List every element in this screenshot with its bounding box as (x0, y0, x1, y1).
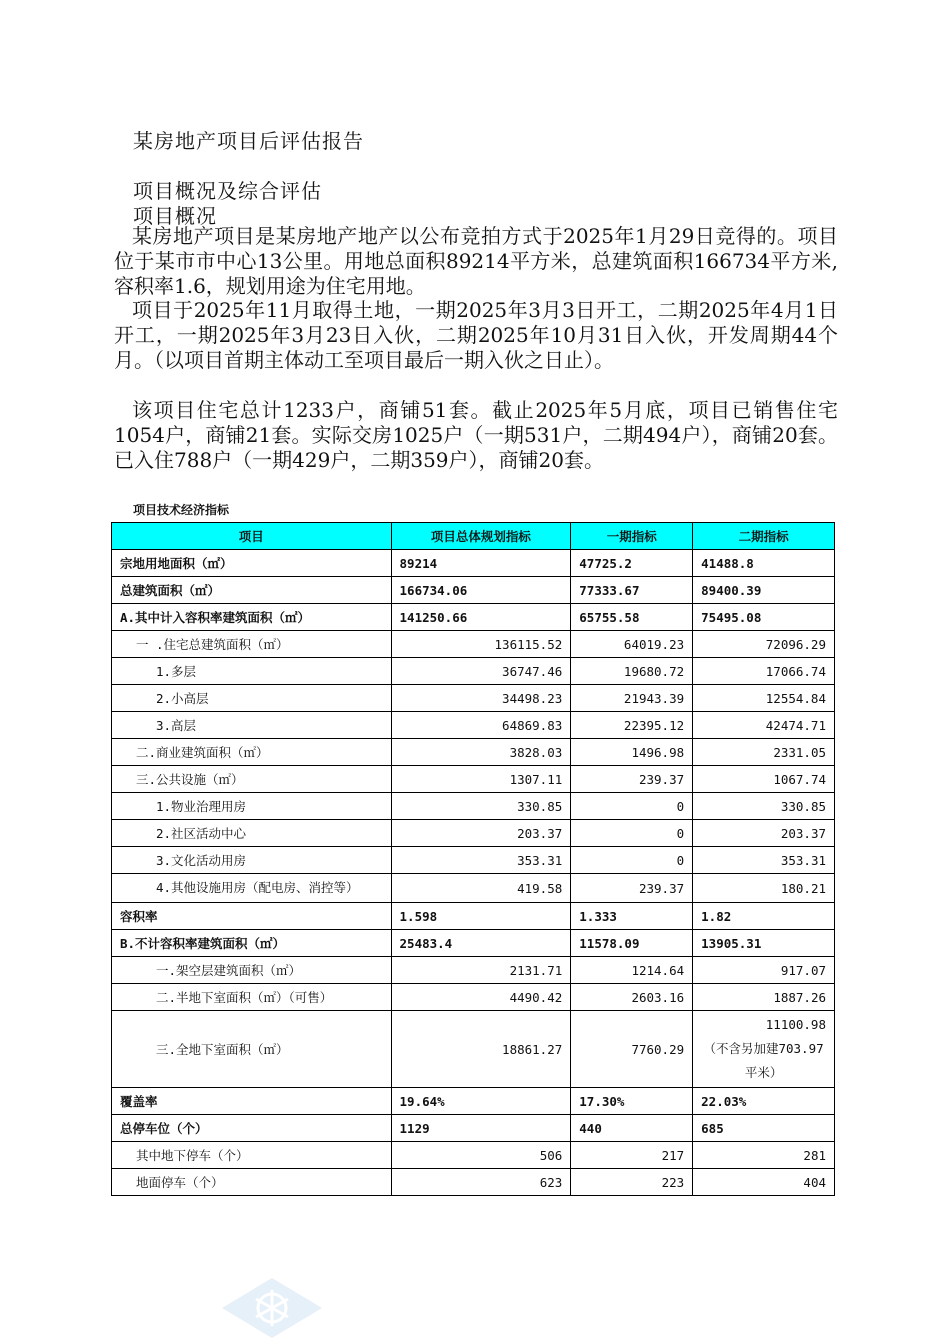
table-row (112, 766, 835, 793)
cell-phase2 (693, 1011, 835, 1088)
row-label: 1.多层 (112, 658, 392, 685)
table-row (112, 984, 835, 1011)
row-label: 一 .住宅总建筑面积（㎡） (112, 631, 392, 658)
paragraph-sales: 该项目住宅总计1233户，商铺51套。截止2025年5月底，项目已销售住宅1054户，商铺21套。实际交房1025户（一期531户，二期494户），商铺20套。已入住788户（一期429户，二期359户），商铺20套。 (114, 398, 838, 472)
cell-phase2: 180.21 (693, 874, 835, 903)
cell-phase2: 22.03% (693, 1088, 835, 1115)
cell-phase2: 75495.08 (693, 604, 835, 631)
cell-total: 36747.46 (391, 658, 571, 685)
row-label: A.其中计入容积率建筑面积（㎡） (112, 604, 392, 631)
row-label: 地面停车（个） (112, 1169, 392, 1196)
table-caption: 项目技术经济指标 (133, 503, 230, 517)
tech-indicator-table (111, 522, 835, 1196)
cell-total: 203.37 (391, 820, 571, 847)
table-row (112, 1115, 835, 1142)
row-label: 3.文化活动用房 (112, 847, 392, 874)
cell-phase1: 65755.58 (571, 604, 693, 631)
table-row (112, 1011, 835, 1088)
cell-phase1: 1.333 (571, 903, 693, 930)
cell-phase1: 440 (571, 1115, 693, 1142)
cell-total: 2131.71 (391, 957, 571, 984)
cell-phase1: 0 (571, 847, 693, 874)
cell-phase2: 41488.8 (693, 550, 835, 577)
document-title: 某房地产项目后评估报告 (133, 129, 364, 153)
paragraph-schedule: 项目于2025年11月取得土地，一期2025年3月3日开工，二期2025年4月1日开工，一期2025年3月23日入伙，二期2025年10月31日入伙，开发周期44个月。（以项目首期主体动工至项目最后一期入伙之日止）。 (114, 298, 838, 372)
cell-phase1: 0 (571, 793, 693, 820)
cell-phase2: 13905.31 (693, 930, 835, 957)
cell-total: 141250.66 (391, 604, 571, 631)
cell-phase1: 239.37 (571, 766, 693, 793)
cell-phase2: 42474.71 (693, 712, 835, 739)
cell-phase2: 917.07 (693, 957, 835, 984)
row-label: 三.公共设施（㎡） (112, 766, 392, 793)
cell-phase2: 353.31 (693, 847, 835, 874)
cell-phase1: 21943.39 (571, 685, 693, 712)
header-phase1: 一期指标 (571, 523, 693, 550)
row-label: 二.商业建筑面积（㎡） (112, 739, 392, 766)
cell-phase1: 1214.64 (571, 957, 693, 984)
table-row (112, 793, 835, 820)
row-label: 2.小高层 (112, 685, 392, 712)
cell-phase2: 203.37 (693, 820, 835, 847)
cell-phase1: 22395.12 (571, 712, 693, 739)
cell-phase1: 239.37 (571, 874, 693, 903)
cell-phase1: 11578.09 (571, 930, 693, 957)
cell-phase1: 47725.2 (571, 550, 693, 577)
row-label: B.不计容积率建筑面积（㎡） (112, 930, 392, 957)
cell-phase2: 1887.26 (693, 984, 835, 1011)
phase2-value: 11100.98 (765, 1017, 826, 1032)
row-label: 2.社区活动中心 (112, 820, 392, 847)
cell-total: 25483.4 (391, 930, 571, 957)
section-title: 项目概况及综合评估 (133, 179, 322, 203)
cell-phase1: 19680.72 (571, 658, 693, 685)
row-label: 1.物业治理用房 (112, 793, 392, 820)
cell-phase2: 89400.39 (693, 577, 835, 604)
table-header-row (112, 523, 835, 550)
table-row (112, 1142, 835, 1169)
cell-total: 353.31 (391, 847, 571, 874)
header-total: 项目总体规划指标 (391, 523, 571, 550)
table-row (112, 957, 835, 984)
row-label: 二.半地下室面积（㎡）（可售） (112, 984, 392, 1011)
cell-phase2: 1067.74 (693, 766, 835, 793)
row-label: 总建筑面积（㎡） (112, 577, 392, 604)
cell-total: 419.58 (391, 874, 571, 903)
subsection-title: 项目概况 (133, 204, 217, 228)
table-row (112, 604, 835, 631)
cell-total: 34498.23 (391, 685, 571, 712)
row-label: 一.架空层建筑面积（㎡） (112, 957, 392, 984)
table-row (112, 685, 835, 712)
header-item: 项目 (112, 523, 392, 550)
phase2-note: （不含另加建703.97平米） (703, 1041, 824, 1080)
cell-total: 1307.11 (391, 766, 571, 793)
header-phase2: 二期指标 (693, 523, 835, 550)
paragraph-overview: 某房地产项目是某房地产地产以公布竞拍方式于2025年1月29日竞得的。项目位于某市市中心13公里。用地总面积89214平方米，总建筑面积166734平方米,容积率1.6，规划用途为住宅用地。 (114, 224, 838, 298)
cell-phase2: 2331.05 (693, 739, 835, 766)
cell-phase1: 1496.98 (571, 739, 693, 766)
table-row (112, 658, 835, 685)
table-row (112, 577, 835, 604)
cell-total: 1.598 (391, 903, 571, 930)
cell-total: 506 (391, 1142, 571, 1169)
cell-total: 4490.42 (391, 984, 571, 1011)
cell-phase2: 1.82 (693, 903, 835, 930)
cell-phase2: 685 (693, 1115, 835, 1142)
row-label: 4.其他设施用房（配电房、消控等） (112, 874, 392, 903)
cell-total: 166734.06 (391, 577, 571, 604)
row-label: 宗地用地面积（㎡） (112, 550, 392, 577)
cell-total: 18861.27 (391, 1011, 571, 1088)
cell-total: 19.64% (391, 1088, 571, 1115)
table-row (112, 631, 835, 658)
table-row (112, 712, 835, 739)
cell-total: 136115.52 (391, 631, 571, 658)
row-label: 容积率 (112, 903, 392, 930)
table-row (112, 550, 835, 577)
cell-phase2: 404 (693, 1169, 835, 1196)
table-row (112, 903, 835, 930)
table-row (112, 1169, 835, 1196)
table-row (112, 739, 835, 766)
cell-phase1: 64019.23 (571, 631, 693, 658)
cell-phase1: 77333.67 (571, 577, 693, 604)
table-row (112, 1088, 835, 1115)
cell-phase1: 2603.16 (571, 984, 693, 1011)
row-label: 总停车位（个） (112, 1115, 392, 1142)
row-label: 3.高层 (112, 712, 392, 739)
cell-phase1: 0 (571, 820, 693, 847)
cell-phase1: 217 (571, 1142, 693, 1169)
cell-total: 64869.83 (391, 712, 571, 739)
cell-phase2: 72096.29 (693, 631, 835, 658)
table-row (112, 820, 835, 847)
cell-phase1: 17.30% (571, 1088, 693, 1115)
cell-phase1: 7760.29 (571, 1011, 693, 1088)
cell-total: 3828.03 (391, 739, 571, 766)
snowflake-logo-icon (212, 1278, 332, 1338)
cell-phase2: 12554.84 (693, 685, 835, 712)
table-row (112, 930, 835, 957)
cell-total: 1129 (391, 1115, 571, 1142)
table-row (112, 847, 835, 874)
row-label: 其中地下停车（个） (112, 1142, 392, 1169)
cell-total: 89214 (391, 550, 571, 577)
cell-phase1: 223 (571, 1169, 693, 1196)
cell-total: 330.85 (391, 793, 571, 820)
table-row (112, 874, 835, 903)
cell-total: 623 (391, 1169, 571, 1196)
cell-phase2: 330.85 (693, 793, 835, 820)
cell-phase2: 17066.74 (693, 658, 835, 685)
cell-phase2: 281 (693, 1142, 835, 1169)
row-label: 覆盖率 (112, 1088, 392, 1115)
row-label: 三.全地下室面积（㎡） (112, 1011, 392, 1088)
